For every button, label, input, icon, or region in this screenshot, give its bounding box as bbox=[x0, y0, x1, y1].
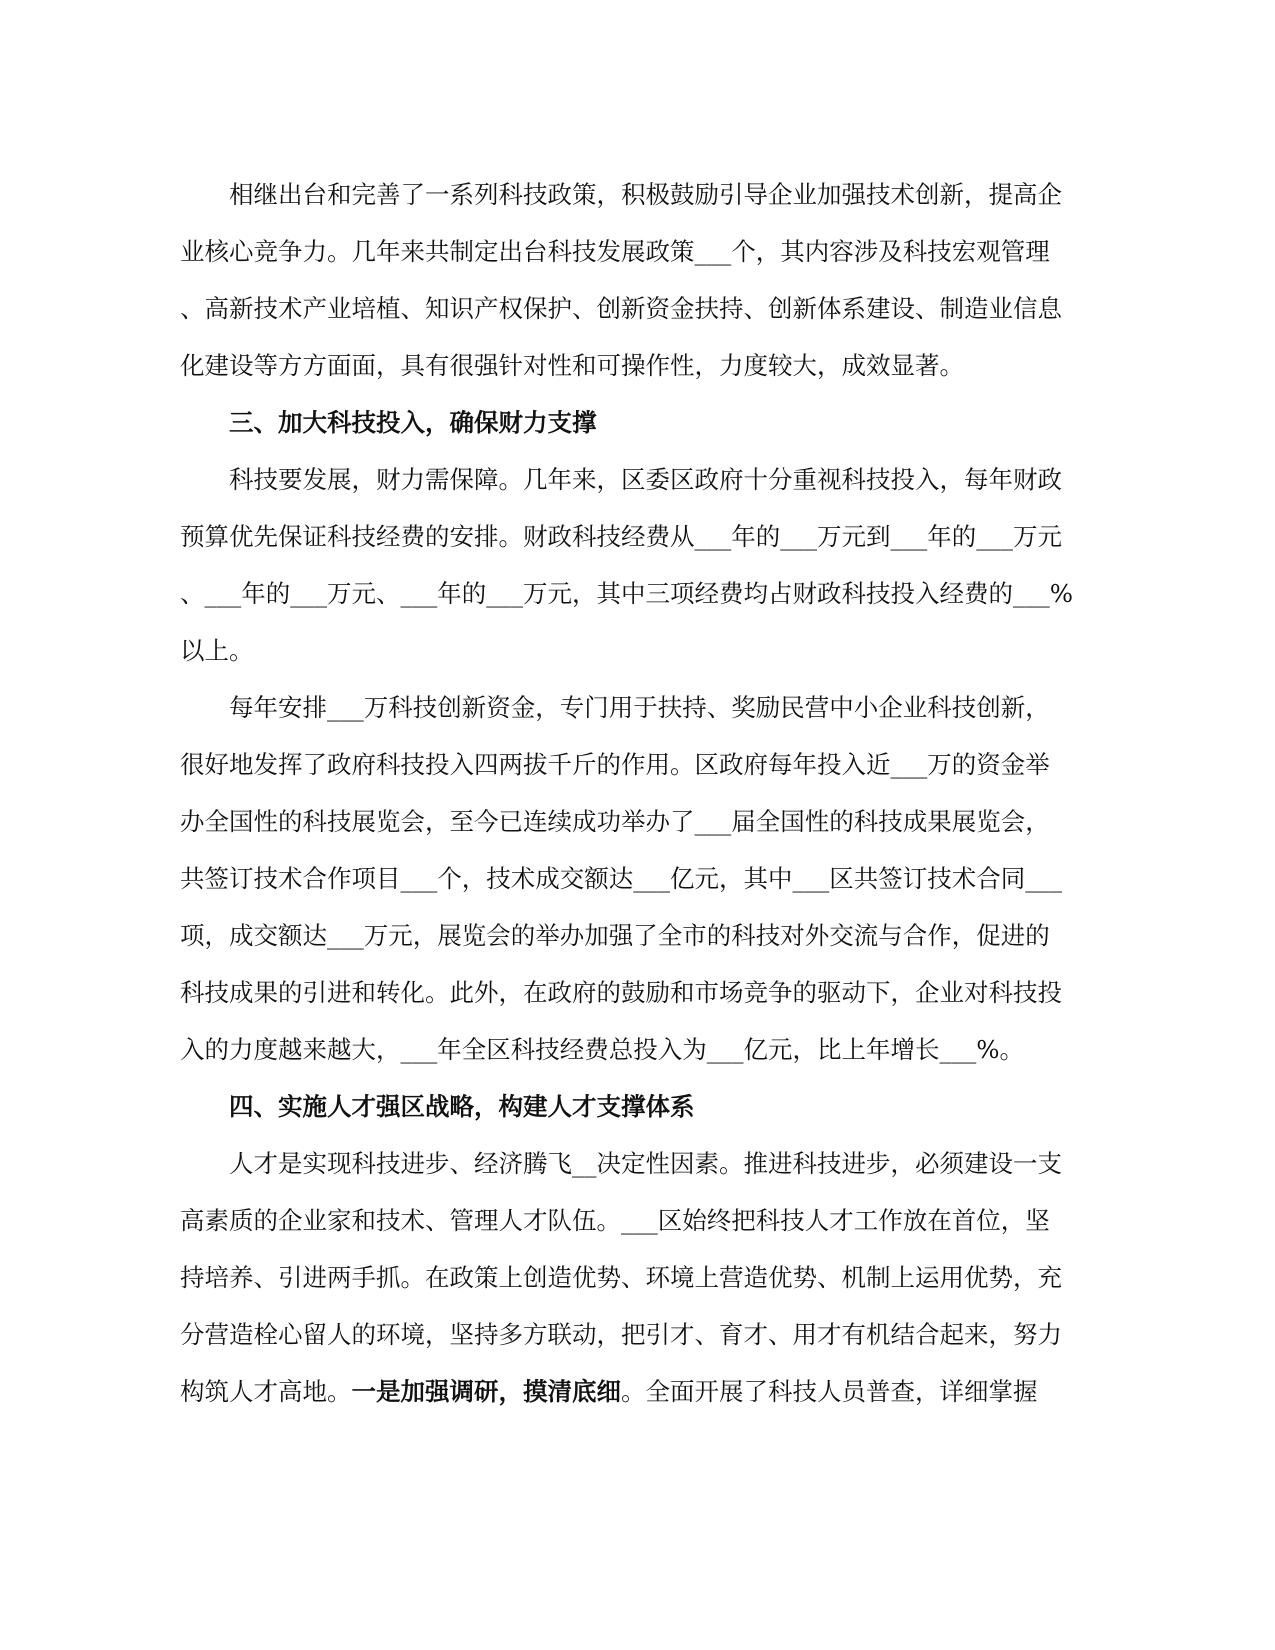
text-line: 化建设等方方面面，具有很强针对性和可操作性，力度较大，成效显著。 bbox=[180, 351, 964, 380]
text-line: 相继出台和完善了一系列科技政策，积极鼓励引导企业加强技术创新，提高企 bbox=[229, 180, 1062, 209]
text-line: 分营造栓心留人的环境，坚持多方联动，把引才、育才、用才有机结合起来，努力 bbox=[180, 1320, 1062, 1349]
paragraph-policy bbox=[180, 166, 1062, 394]
text-line: 、高新技术产业培植、知识产权保护、创新资金扶持、创新体系建设、制造业信息 bbox=[180, 294, 1062, 323]
text-line-mixed bbox=[180, 1363, 1037, 1420]
text-line: 以上。 bbox=[180, 636, 254, 665]
text-line: 很好地发挥了政府科技投入四两拔千斤的作用。区政府每年投入近___万的资金举 bbox=[180, 750, 1050, 779]
text-line: 预算优先保证科技经费的安排。财政科技经费从___年的___万元到___年的___万元 bbox=[180, 522, 1062, 551]
text-run: 构筑人才高地。 bbox=[180, 1377, 352, 1406]
section-heading-4: 四、实施人才强区战略，构建人才支撑体系 bbox=[229, 1092, 695, 1121]
paragraph-funding bbox=[180, 451, 1074, 679]
text-line: 办全国性的科技展览会，至今已连续成功举办了___届全国性的科技成果展览会， bbox=[180, 807, 1050, 836]
text-line: 每年安排___万科技创新资金，专门用于扶持、奖励民营中小企业科技创新， bbox=[229, 693, 1050, 722]
text-line: 人才是实现科技进步、经济腾飞__决定性因素。推进科技进步，必须建设一支 bbox=[229, 1149, 1062, 1178]
text-line: 项，成交额达___万元，展览会的举办加强了全市的科技对外交流与合作，促进的 bbox=[180, 921, 1050, 950]
text-line: 高素质的企业家和技术、管理人才队伍。___区始终把科技人才工作放在首位，坚 bbox=[180, 1206, 1050, 1235]
paragraph-talent bbox=[180, 1135, 1062, 1420]
text-line: 共签订技术合作项目___个，技术成交额达___亿元，其中___区共签订技术合同___ bbox=[180, 864, 1062, 893]
text-line: 科技成果的引进和转化。此外，在政府的鼓励和市场竞争的驱动下，企业对科技投 bbox=[180, 978, 1062, 1007]
section-heading-3: 三、加大科技投入，确保财力支撑 bbox=[229, 408, 597, 437]
text-line: 科技要发展，财力需保障。几年来，区委区政府十分重视科技投入，每年财政 bbox=[229, 465, 1062, 494]
text-line: 、___年的___万元、___年的___万元，其中三项经费均占财政科技投入经费的___% bbox=[180, 579, 1074, 608]
text-line: 持培养、引进两手抓。在政策上创造优势、环境上营造优势、机制上运用优势，充 bbox=[180, 1263, 1062, 1292]
text-line: 业核心竞争力。几年来共制定出台科技发展政策___个，其内容涉及科技宏观管理 bbox=[180, 237, 1050, 266]
bold-phrase: 一是加强调研，摸清底细 bbox=[351, 1377, 621, 1406]
document-page bbox=[180, 166, 1074, 1420]
text-run: 。全面开展了科技人员普查，详细掌握 bbox=[621, 1377, 1038, 1406]
paragraph-innovation-fund bbox=[180, 679, 1062, 1078]
text-line: 入的力度越来越大，___年全区科技经费总投入为___亿元，比上年增长___%。 bbox=[180, 1035, 1025, 1064]
